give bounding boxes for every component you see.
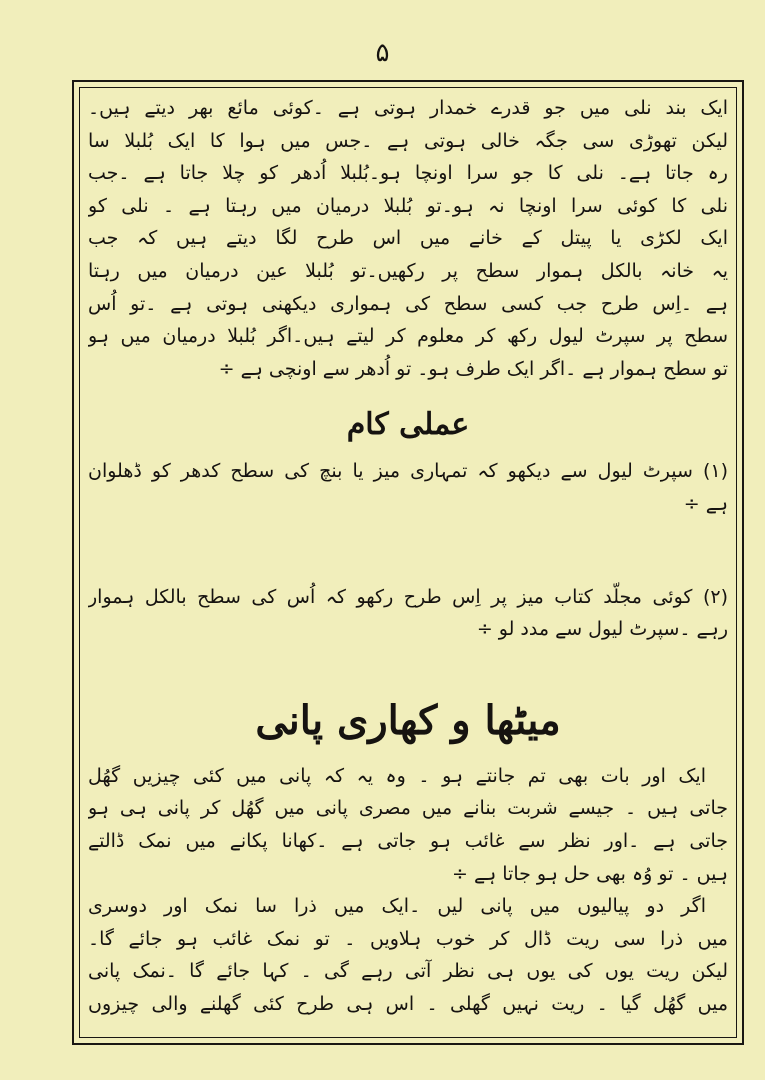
text-line: ایک بند نلی میں جو قدرے خمدار ہوتی ہے ۔کوئی مائع بھر دیتے ہیں۔ (88, 97, 728, 119)
text-line: (۲) کوئی مجلّد کتاب میز پر اِس طرح رکھو کہ اُس کی سطح بالکل ہموار (88, 585, 728, 608)
text-line: سطح پر سپرٹ لیول رکھ کر معلوم کر لیتے ہیں۔اگر بُلبلا درمیان میں ہو (88, 325, 728, 348)
text-line: ایک لکڑی یا پیتل کے خانے میں اس طرح لگا دیتے ہیں کہ جب (88, 227, 728, 250)
text-line: میں ذرا سی ریت ڈال کر خوب ہلاویں ۔ تو نمک غائب ہو جائے گا۔ (88, 927, 728, 950)
text-line: اگر دو پیالیوں میں پانی لیں ۔ایک میں ذرا سا نمک اور دوسری (88, 895, 706, 918)
text-line: جاتی ہے ۔اور نظر سے غائب ہو جاتی ہے ۔کھانا پکانے میں نمک ڈالتے (88, 829, 728, 852)
text-line: ہے ÷ (683, 492, 728, 515)
text-line: ایک اور بات بھی تم جانتے ہو ۔ وہ یہ کہ پانی میں کئی چیزیں گھُل (88, 764, 706, 787)
text-line: لیکن تھوڑی سی جگہ خالی ہوتی ہے ۔جس میں ہوا کا ایک بُلبلا سا (88, 129, 728, 152)
page-number: ۵ (375, 38, 390, 68)
heading-sweet-and-salty-water: میٹھا و کھاری پانی (255, 696, 561, 744)
exercise-item-1 (88, 455, 728, 520)
text-line: لیکن ریت یوں کی یوں ہی نظر آتی رہے گی ۔ کہا جائے گا ۔نمک پانی (88, 960, 728, 983)
text-line: میں گھُل گیا ۔ ریت نہیں گھلی ۔ اس ہی طرح کئی گھلنے والی چیزوں (88, 992, 728, 1015)
text-line: جاتی ہیں ۔ جیسے شربت بنانے میں مصری پانی میں گھُل کر پانی ہی ہو (88, 797, 728, 820)
text-line: ہیں ۔ تو وُہ بھی حل ہو جاتا ہے ÷ (452, 862, 728, 885)
heading-practical-work: عملی کام (346, 407, 470, 443)
page-content (88, 92, 728, 1032)
text-line: یہ خانہ بالکل ہموار سطح پر رکھیں۔تو بُلبلا عین درمیان میں رہتا (88, 259, 728, 282)
paragraph-dissolving (88, 760, 728, 1021)
paragraph-spirit-level (88, 92, 728, 385)
text-line: رہ جاتا ہے۔ نلی کا جو سرا اونچا ہو۔بُلبلا اُدھر کو چلا جاتا ہے ۔جب (88, 162, 728, 185)
text-line: (۱) سپرٹ لیول سے دیکھو کہ تمہاری میز یا بنچ کی سطح کدھر کو ڈھلوان (88, 460, 728, 483)
text-line: نلی کا کوئی سرا اونچا نہ ہو۔تو بُلبلا درمیان میں رہتا ہے ۔ نلی کو (88, 194, 728, 217)
text-line: ہے ۔اِس طرح جب کسی سطح کی ہمواری دیکھنی ہوتی ہے ۔تو اُس (88, 292, 728, 315)
exercise-item-2 (88, 581, 728, 646)
spacer (88, 521, 728, 581)
text-line: رہے ۔سپرٹ لیول سے مدد لو ÷ (476, 618, 728, 641)
text-line: تو سطح ہموار ہے ۔اگر ایک طرف ہو۔ تو اُدھر سے اونچی ہے ÷ (218, 357, 728, 380)
